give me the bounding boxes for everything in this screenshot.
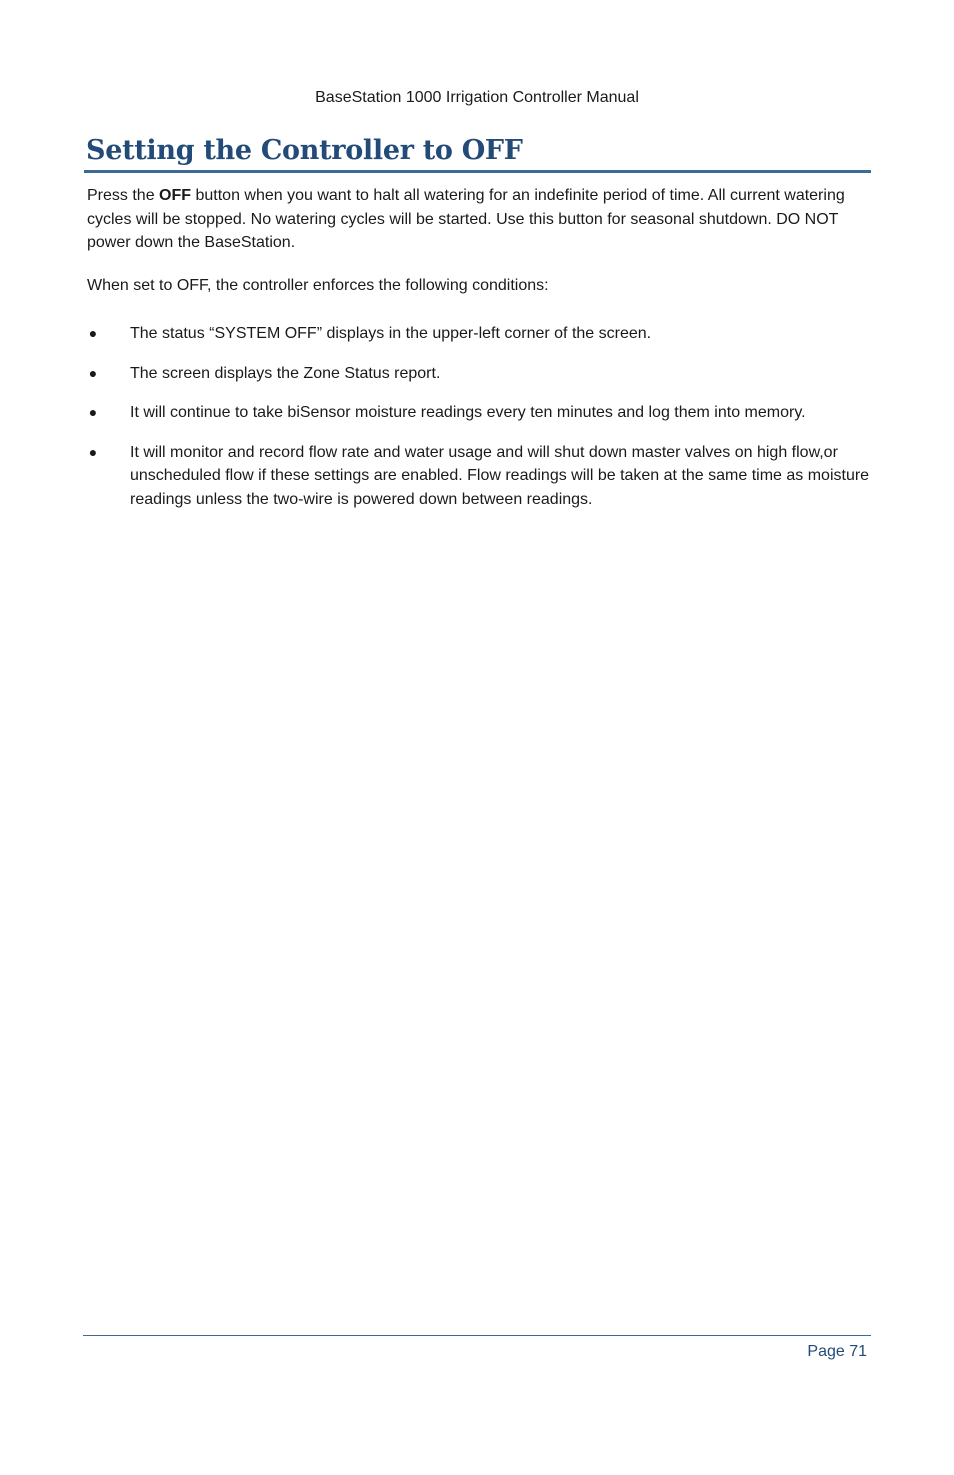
list-item-text: It will monitor and record flow rate and water usage and will shut down master valves on high flow,or unscheduled flow if these settings are enabled. Flow readings will be taken at the same time as moisture readings unless the two-wire is powered down between readings.: [130, 443, 870, 508]
list-item: [87, 362, 873, 386]
list-item: [87, 322, 873, 346]
page-title: Setting the Controller to OFF: [86, 135, 523, 166]
off-keyword: OFF: [159, 187, 192, 204]
conditions-list: [87, 322, 873, 527]
footer-rule: [83, 1335, 871, 1336]
list-item-text: The screen displays the Zone Status report.: [130, 364, 441, 382]
bullet-icon: ●: [88, 325, 98, 341]
bullet-icon: ●: [88, 364, 98, 381]
intro-suffix: button when you want to halt all watering for an indefinite period of time. All current watering cycles will be stopped. No watering cycles will be started. Use this button for seasonal shutdown. DO NOT power down the BaseStation.: [87, 187, 845, 251]
list-item-text: It will continue to take biSensor moisture readings every ten minutes and log them into memory.: [130, 404, 806, 421]
page-number: Page 71: [807, 1343, 867, 1360]
title-underline: [84, 170, 871, 173]
list-item: [87, 401, 873, 425]
intro-prefix: Press the: [87, 187, 160, 204]
bullet-icon: ●: [88, 404, 98, 420]
list-item: [87, 441, 873, 512]
intro-paragraph: [87, 184, 873, 255]
bullet-icon: ●: [88, 443, 98, 460]
running-header: BaseStation 1000 Irrigation Controller Manual: [315, 89, 639, 106]
list-item-text: The status “SYSTEM OFF” displays in the upper-left corner of the screen.: [130, 325, 652, 342]
conditions-intro: When set to OFF, the controller enforces the following conditions:: [87, 277, 549, 294]
